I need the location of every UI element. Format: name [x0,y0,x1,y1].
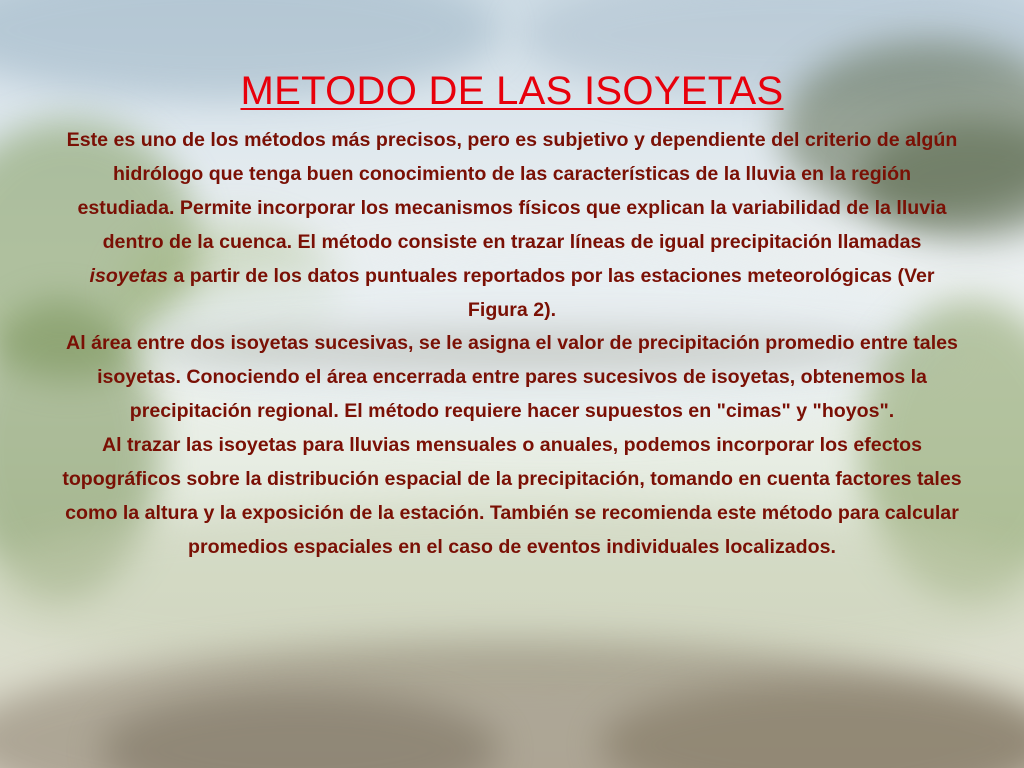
paragraph-1 [62,124,962,327]
slide-title: METODO DE LAS ISOYETAS [240,69,784,113]
isoyetas-italic-term: isoyetas [89,264,168,287]
paragraph-2: Al área entre dos isoyetas sucesivas, se le asigna el valor de precipitación promedio entre tales isoyetas. Conociendo el área encerrada entre pares sucesivos de isoyetas, obtenemos la precipitación regional. El método requiere hacer supuestos en "cimas" y "hoyos". [66,332,958,423]
slide-body [62,124,962,565]
slide-content [60,66,964,565]
paragraph-3: Al trazar las isoyetas para lluvias mensuales o anuales, podemos incorporar los efectos topográficos sobre la distribución espacial de la precipitación, tomando en cuenta factores tales como la altura y la exposición de la estación. También se recomienda este método para calcular promedios espaciales en el caso de eventos individuales localizados. [62,434,962,558]
paragraph-1-text-continued: a partir de los datos puntuales reportados por las estaciones meteorológicas (Ver Figura 2). [167,264,935,321]
paragraph-1-text: Este es uno de los métodos más precisos, pero es subjetivo y dependiente del criterio de algún hidrólogo que tenga buen conocimiento de las características de la lluvia en la región estudiada. Permite incorporar los mecanismos físicos que explican la variabilidad de la lluvia dentro de la cuenca. El método consiste en trazar líneas de igual precipitación llamadas [66,129,958,253]
